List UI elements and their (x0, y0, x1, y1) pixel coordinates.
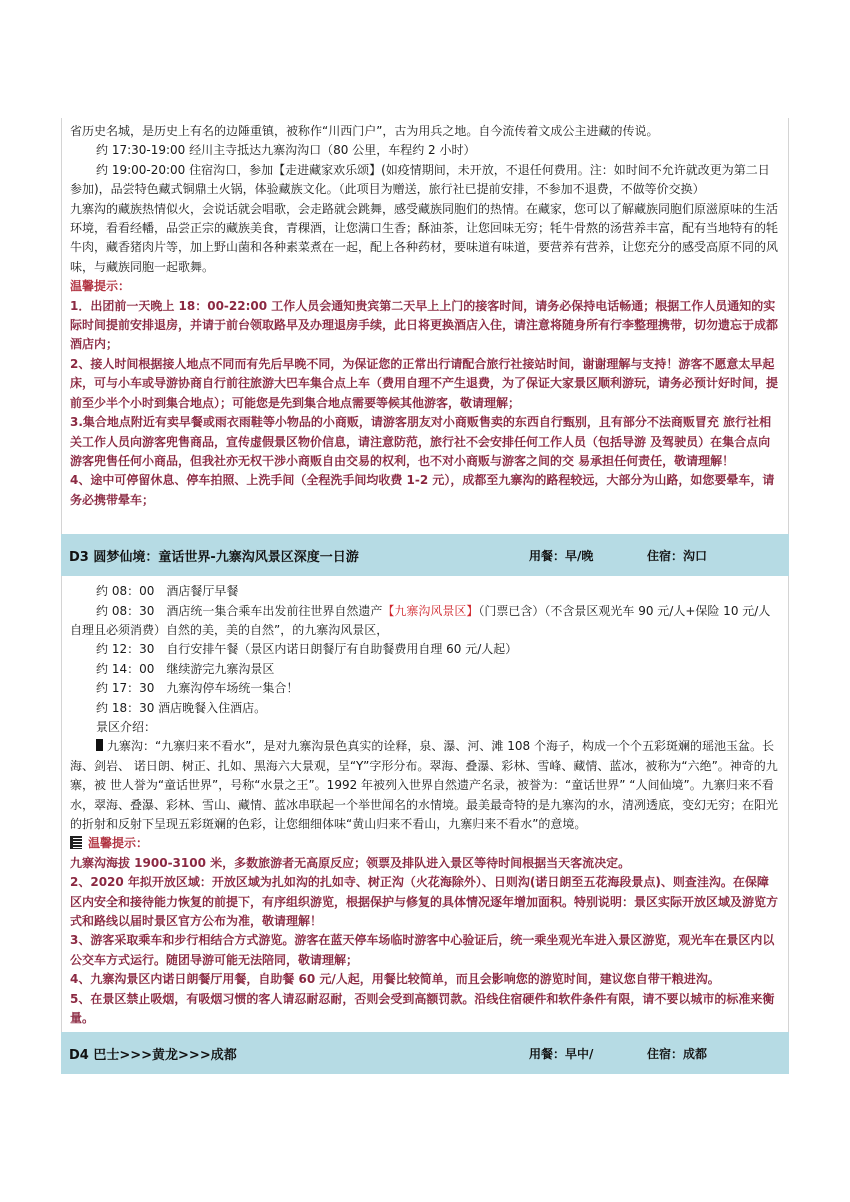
tip-heading (70, 834, 780, 853)
scenic-area-highlight: 【九寨沟风景区】 (382, 603, 479, 618)
meal-info: 用餐：早/晚 (529, 548, 594, 563)
schedule-item: 约 18：30 酒店晚餐入住酒店。 (96, 700, 267, 715)
day3-section (61, 576, 789, 1032)
tip-item: 4、九寨沟景区内诺日朗餐厅用餐，自助餐 60 元/人起，用餐比较简单，而且会影响您的游览时间，建议您自带干粮进沟。 (70, 972, 720, 987)
tip-item: 4、途中可停留休息、停车拍照、上洗手间（全程洗手间均收费 1-2 元），成都至九寨沟的路程较远，大部分为山路，如您要晕车，请务必携带晕车； (70, 473, 775, 507)
scenic-intro-text: 九寨沟：“九寨归来不看水”，是对九寨沟景色真实的诠释，泉、瀑、河、滩 108 个海子，构成一个个五彩斑斓的瑶池玉盆。长海、剑岩、 诺日朗、树正、扎如、黑海六大景观，呈“Y”字形分布。翠海、叠瀑、彩林、雪峰、藏情、蓝冰，被称为“六绝”。神奇的九寨，被 世人誉为“童话世界”，号称“水景之王”。1992 年被列入世界自然遗产名录，被誉为：“童话世界” “人间仙境”。九寨归来不看水，翠海、叠瀑、彩林、雪山、藏情、蓝冰串联起一个举世闻名的水情境。最美最奇特的是九寨沟的水，清冽透底，变幻无穷；在阳光的折射和反射下呈现五彩斑斓的色彩，让您细细体味“黄山归来不看山，九寨归来不看水”的意境。 (70, 739, 779, 831)
tip-item: 5、在景区禁止吸烟，有吸烟习惯的客人请忍耐忍耐，否则会受到高额罚款。沿线住宿硬件和软件条件有限，请不要以城市的标准来衡量。 (70, 991, 775, 1026)
schedule-item: 约 17：30 九寨沟停车场统一集合！ (96, 681, 299, 696)
meal-info: 用餐：早中/ (529, 1046, 594, 1061)
spacer (61, 514, 789, 534)
tip-heading-text: 温馨提示： (88, 836, 149, 851)
itinerary-document (61, 118, 789, 1074)
schedule-text: 约 08：30 酒店统一集合乘车出发前往世界自然遗产 (96, 603, 383, 618)
schedule-item (70, 602, 780, 641)
day2-section (61, 118, 789, 514)
tip-marker-icon (70, 836, 82, 849)
tip-item: 1．出团前一天晚上 18：00-22:00 工作人员会通知贵宾第二天早上上门的接客时间，请务必保持电话畅通；根据工作人员通知的实际时间提前安排退房，并请于前台领取路早及办理退房手续，此日将更换酒店入住，请注意将随身所有行李整理携带，切勿遗忘于成都酒店内； (70, 298, 779, 352)
tip-item: 九寨沟海拔 1900-3100 米，多数旅游者无高原反应；领票及排队进入景区等待时间根据当天客流决定。 (70, 855, 631, 870)
tip-item: 2、接人时间根据接人地点不同而有先后早晚不同，为保证您的正常出行请配合旅行社接站时间，谢谢理解与支持！游客不愿意太早起床，可与小车或导游协商自行前往旅游大巴车集合点上车（费用自理不产生退费，为了保证大家景区顺利游玩，请务必预计好时间，提前至少半个小时到集合地点）；可能您是先到集合地点需要等候其他游客，敬请理解； (70, 356, 779, 410)
scenic-intro (70, 737, 780, 834)
tibetan-home-description: 九寨沟的藏族热情似火，会说话就会唱歌，会走路就会跳舞，感受藏族同胞们的热情。在藏家，您可以了解藏族同胞们原滋原味的生活环境，看看经幡，品尝正宗的藏族美食，青稞酒，让您满口生香；酥油茶，让您回味无穷；牦牛骨熬的汤营养丰富，配有当地特有的牦牛肉，藏香猪肉片等，加上野山菌和各种素菜煮在一起，配上各种药材，要味道有味道，要营养有营养，让您充分的感受高原不同的风味，与藏族同胞一起歌舞。 (70, 201, 779, 274)
day-title: D3 圆梦仙境：童话世界-九寨沟风景区深度一日游 (69, 549, 359, 565)
schedule-item: 约 08：00 酒店餐厅早餐 (96, 584, 239, 599)
tip-item: 2、2020 年拟开放区域：开放区域为扎如沟的扎如寺、树正沟（火花海除外）、日则沟(诺日朗至五花海段景点)、则查洼沟。在保障区内安全和接待能力恢复的前提下，有序组织游览，根据保护与修复的具体情况逐年增加面积。特别说明：景区实际开放区域及游览方式和路线以届时景区官方公布为准，敬请理解！ (70, 875, 779, 929)
stay-info: 住宿：沟口 (647, 548, 708, 563)
stay-info: 住宿：成都 (647, 1046, 708, 1061)
schedule-item: 约 14：00 继续游完九寨沟景区 (96, 661, 275, 676)
intro-label: 景区介绍： (96, 719, 157, 734)
tip-heading: 温馨提示： (70, 279, 131, 294)
city-intro: 省历史名城，是历史上有名的边陲重镇，被称作“川西门户”，古为用兵之地。自今流传着文成公主进藏的传说。 (70, 124, 659, 138)
day4-header (61, 1032, 789, 1074)
schedule-item: 约 12：30 自行安排午餐（景区内诺日朗餐厅有自助餐费用自理 60 元/人起） (96, 642, 518, 657)
schedule-item: 约 19:00-20:00 住宿沟口，参加【走进藏家欢乐颂】(如疫情期间，未开放，不退任何费用。注：如时间不允许就改更为第二日参加)，品尝特色藏式铜鼎土火锅，体验藏族文化。（此项目为赠送，旅行社已提前安排，不参加不退费，不做等价交换） (70, 162, 770, 197)
day3-header (61, 534, 789, 576)
tip-item: 3.集合地点附近有卖早餐或雨衣雨鞋等小物品的小商贩，请游客朋友对小商贩售卖的东西自行甄别，且有部分不法商贩冒充 旅行社相关工作人员向游客兜售商品，宣传虚假景区物价信息，请注意防范，旅行社不会安排任何工作人员（包括导游 及驾驶员）在集合点向游客兜售任何小商品，但我社亦无权干涉小商贩自由交易的权利，也不对小商贩与游客之间的交 易承担任何责任，敬请理解！ (70, 415, 772, 468)
day-title: D4 巴士>>>黄龙>>>成都 (69, 1047, 237, 1063)
schedule-item: 约 17:30-19:00 经川主寺抵达九寨沟沟口（80 公里，车程约 2 小时） (96, 143, 476, 158)
schedule-text: （门票已含）（不含景区观光车 90 元/人+保险 10 元/人自理且必须消费）自然的美，美的自然”，的九寨沟风景区， (70, 603, 771, 637)
tip-item: 3、游客采取乘车和步行相结合方式游览。游客在蓝天停车场临时游客中心验证后，统一乘坐观光车进入景区游览，观光车在景区内以公交车方式运行。随团导游可能无法陪同，敬请理解； (70, 933, 775, 967)
bullet-square-icon (96, 739, 103, 751)
